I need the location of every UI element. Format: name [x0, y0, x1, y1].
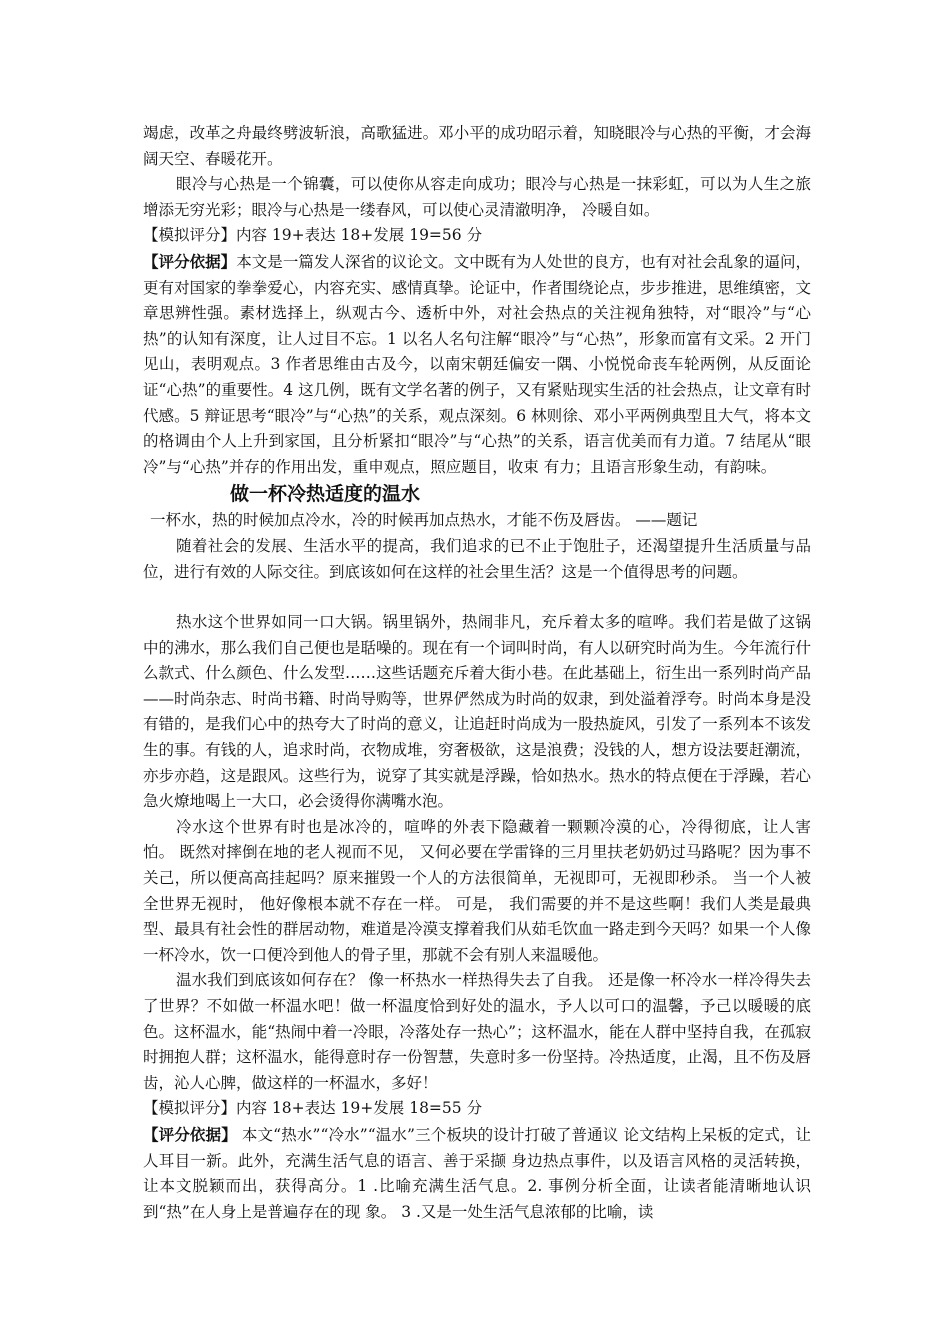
- scoring-basis-label: 【评分依据】: [143, 1124, 237, 1144]
- paragraph-opening: 随着社会的发展、生活水平的提高，我们追求的已不止于饱肚子，还渴望提升生活质量与品位，进行有效的人际交往。到底该如何在这样的社会里生活？这是一个值得思考的问题。: [143, 536, 811, 581]
- document-body: [143, 121, 811, 1225]
- paragraph-intro-end: 竭虑，改革之舟最终劈波斩浪，高歌猛进。邓小平的成功昭示着，知晓眼冷与心热的平衡，才会海阔天空、春暖花开。: [143, 124, 811, 168]
- paragraph-gap: [143, 585, 811, 610]
- score-line-2: 【模拟评分】内容 18+表达 19+发展 18=55 分: [143, 1099, 483, 1118]
- scoring-basis-text: 本文“热水”“冷水”“温水”三个板块的设计打破了普通议 论文结构上呆板的定式，让人耳目一新。此外，充满生活气息的语言、善于采撷 身边热点事件，以及语言风格的灵活转换，让本文脱颖而出，获得高分。1 .比喻充满生活气息。2. 事例分析全面，让读者能清晰地认识到“热”在人身上是普遍存在的现 象。 3 .又是一处生活气息浓郁的比喻，读: [143, 1125, 811, 1221]
- scoring-basis-text: 本文是一篇发人深省的议论文。文中既有为人处世的良方，也有对社会乱象的逼问，更有对国家的拳拳爱心，内容充实、感情真挚。论证中，作者围绕论点，步步推进，思维缜密，文章思辨性强。素材选择上，纵观古今、透析中外，对社会热点的关注视角独特，对“眼冷”与“心热”的认知有深度，让人过目不忘。1 以名人名句注解“眼冷”与“心热”，形象而富有文采。2 开门见山，表明观点。3 作者思维由古及今，以南宋朝廷偏安一隅、小悦悦命丧车轮两例，从反面论证“心热”的重要性。4 这几例，既有文学名著的例子，又有紧贴现实生活的社会热点，让文章有时代感。5 辩证思考“眼冷”与“心热”的关系，观点深刻。6 林则徐、邓小平两例典型且大气，将本文的格调由个人上升到家国，且分析紧扣“眼冷”与“心热”的关系，语言优美而有力道。7 结尾从“眼冷”与“心热”并存的作用出发，重申观点，照应题目，收束 有力；且语言形象生动，有韵味。: [143, 252, 811, 476]
- paragraph-warm-water: 温水我们到底该如何存在？ 像一杯热水一样热得失去了自我。 还是像一杯冷水一样冷得失去了世界？不如做一杯温水吧！做一杯温度恰到好处的温水，予人以可口的温馨，予己以暖暖的底色。这杯温水，能“热闹中着一冷眼，冷落处存一热心”；这杯温水，能在人群中坚持自我，在孤寂时拥抱人群；这杯温水，能得意时存一份智慧，失意时多一份坚持。冷热适度，止渴，且不伤及唇齿，沁人心脾，做这样的一杯温水，多好！: [143, 971, 811, 1092]
- epigraph: 一杯水，热的时候加点冷水，冷的时候再加点热水，才能不伤及唇齿。 ——题记: [150, 511, 698, 530]
- scoring-basis-label: 【评分依据】: [143, 251, 237, 271]
- essay-title: 做一杯冷热适度的温水: [230, 483, 421, 506]
- score-line-1: 【模拟评分】内容 19+表达 18+发展 19=56 分: [143, 226, 483, 245]
- paragraph-conclusion: 眼冷与心热是一个锦囊，可以使你从容走向成功；眼冷与心热是一抹彩虹，可以为人生之旅增添无穷光彩；眼冷与心热是一缕春风，可以使心灵清澈明净， 冷暖自如。: [143, 175, 811, 219]
- paragraph-cold-water: 冷水这个世界有时也是冰冷的，喧哗的外表下隐藏着一颗颗冷漠的心，冷得彻底，让人害怕。 既然对摔倒在地的老人视而不见， 又何必要在学雷锋的三月里扶老奶奶过马路呢？因为事不关己，所以便高高挂起吗？原来摧毁一个人的方法很简单，无视即可，无视即秒杀。 当一个人被全世界无视时， 他好像根本就不存在一样。 可是， 我们需要的并不是这些啊！我们人类是最典型、最具有社会性的群居动物，难道是冷漠支撑着我们从茹毛饮血一路走到今天吗？如果一个人像一杯冷水，饮一口便冷到他人的骨子里，那就不会有别人来温暖他。: [143, 817, 811, 964]
- scoring-basis-2: [143, 1122, 811, 1225]
- paragraph-hot-water: 热水这个世界如同一口大锅。锅里锅外，热闹非凡，充斥着太多的喧哗。我们若是做了这锅中的沸水，那么我们自己便也是聒噪的。现在有一个词叫时尚，有人以研究时尚为生。今年流行什么款式、什么颜色、什么发型……这些话题充斥着大街小巷。在此基础上，衍生出一系列时尚产品 ——时尚杂志、时尚书籍、时尚导购等，世界俨然成为时尚的奴隶，到处溢着浮夸。时尚本身是没有错的，是我们心中的热夸大了时尚的意义，让追赶时尚成为一股热旋风，引发了一系列本不该发生的事。有钱的人，追求时尚，衣物成堆，穷奢极欲，这是浪费；没钱的人，想方设法要赶潮流，亦步亦趋，这是跟风。这些行为，说穿了其实就是浮躁，恰如热水。热水的特点便在于浮躁，若心急火燎地喝上一大口，必会烫得你满嘴水泡。: [143, 613, 811, 811]
- scoring-basis-1: [143, 249, 811, 480]
